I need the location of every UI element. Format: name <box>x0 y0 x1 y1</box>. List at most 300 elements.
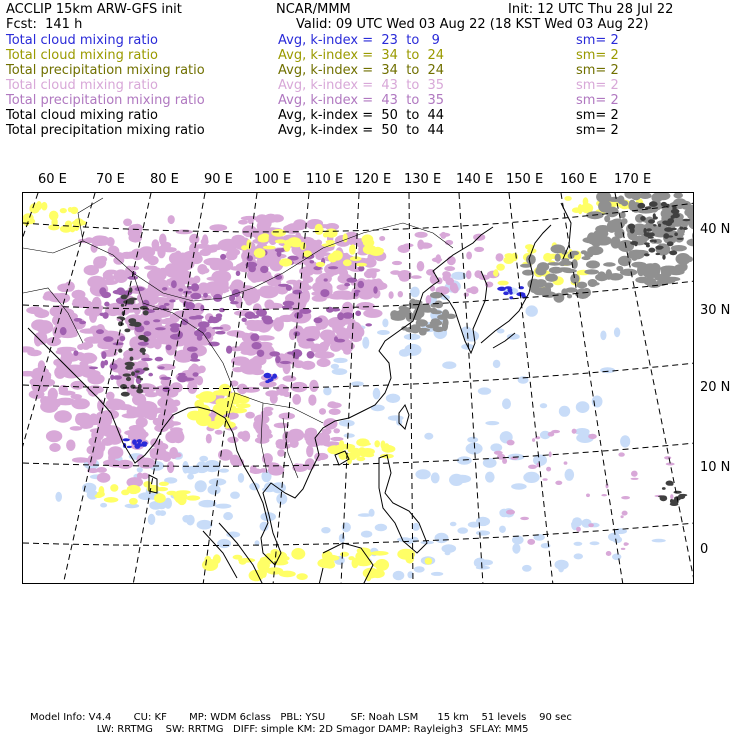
field-name: Total precipitation mixing ratio <box>6 63 205 78</box>
field-shading <box>23 193 694 581</box>
mid-cloud-patch <box>176 490 191 494</box>
high-cloud-patch <box>301 271 310 280</box>
upper-cloud-patch <box>595 273 608 281</box>
upper-precip-patch <box>663 233 669 239</box>
upper-precip-patch <box>143 367 149 370</box>
low-cloud-patch <box>195 480 207 492</box>
high-precip-patch <box>287 352 294 355</box>
high-cloud-patch <box>159 234 167 246</box>
mid-cloud-patch <box>511 253 518 262</box>
high-cloud-patch <box>494 451 503 455</box>
blue-cloud-patch <box>264 373 272 378</box>
low-cloud-patch <box>511 483 527 489</box>
blue-cloud-patch <box>123 438 130 441</box>
low-cloud-patch <box>476 566 490 570</box>
upper-precip-patch <box>653 224 656 226</box>
high-cloud-patch <box>466 252 472 260</box>
low-cloud-patch <box>490 443 502 451</box>
high-cloud-patch <box>399 274 410 281</box>
model-title: ACCLIP 15km ARW-GFS init <box>6 2 182 17</box>
upper-precip-patch <box>648 237 654 239</box>
mid-cloud-patch <box>370 569 385 578</box>
field-sm: sm= 2 <box>576 123 619 138</box>
high-precip-patch <box>219 308 225 312</box>
high-cloud-patch <box>342 269 349 280</box>
high-precip-patch <box>256 309 267 317</box>
mid-cloud-patch <box>49 211 59 221</box>
high-precip-patch <box>170 323 181 327</box>
high-cloud-patch <box>257 433 273 440</box>
mid-cloud-patch <box>543 253 552 262</box>
high-cloud-patch <box>99 420 109 431</box>
low-cloud-patch <box>226 532 240 538</box>
upper-precip-patch <box>646 244 650 247</box>
high-precip-patch <box>148 373 153 377</box>
field-avg: Avg, k-index = 23 to 9 <box>278 33 440 48</box>
high-cloud-patch <box>155 443 168 451</box>
high-precip-patch <box>324 278 328 281</box>
high-precip-patch <box>299 308 311 314</box>
low-cloud-patch <box>412 523 420 531</box>
low-cloud-patch <box>600 367 615 373</box>
high-cloud-patch <box>46 430 62 442</box>
high-precip-patch <box>103 336 113 342</box>
mid-cloud-patch <box>382 445 395 453</box>
upper-precip-patch <box>135 370 140 372</box>
high-precip-patch <box>96 329 104 334</box>
field-row <box>6 48 734 63</box>
low-cloud-patch <box>435 533 449 543</box>
upper-precip-patch <box>674 232 678 236</box>
low-cloud-patch <box>199 456 208 462</box>
high-cloud-patch <box>308 395 316 406</box>
blue-cloud-patch <box>127 446 132 448</box>
high-cloud-patch <box>320 330 336 342</box>
mid-cloud-patch <box>348 556 354 560</box>
high-precip-patch <box>209 316 214 322</box>
high-cloud-patch <box>241 350 253 355</box>
high-precip-patch <box>212 327 224 330</box>
high-cloud-patch <box>398 291 403 297</box>
high-precip-patch <box>101 361 105 369</box>
high-cloud-patch <box>466 288 475 293</box>
high-cloud-patch <box>143 252 153 262</box>
high-precip-patch <box>135 288 140 291</box>
low-cloud-patch <box>463 330 479 341</box>
longitude-label: 140 E <box>456 172 494 187</box>
high-cloud-patch <box>286 280 298 285</box>
high-precip-patch <box>283 301 295 307</box>
low-cloud-patch <box>431 572 443 576</box>
upper-cloud-patch <box>628 200 636 211</box>
low-cloud-patch <box>449 474 464 486</box>
low-cloud-patch <box>238 473 244 483</box>
upper-cloud-patch <box>687 238 695 246</box>
high-cloud-patch <box>99 236 110 246</box>
upper-precip-patch <box>646 228 652 231</box>
high-cloud-patch <box>293 360 305 368</box>
low-cloud-patch <box>620 435 630 447</box>
upper-precip-patch <box>129 323 137 326</box>
high-cloud-patch <box>447 256 456 265</box>
high-precip-patch <box>183 301 189 306</box>
mid-cloud-patch <box>371 551 389 556</box>
upper-cloud-patch <box>537 262 549 271</box>
upper-cloud-patch <box>399 305 408 310</box>
mid-cloud-patch <box>36 201 42 210</box>
high-cloud-patch <box>329 408 341 415</box>
low-cloud-patch <box>493 360 501 368</box>
upper-cloud-patch <box>582 256 591 260</box>
high-cloud-patch <box>398 245 410 253</box>
high-cloud-patch <box>283 375 297 381</box>
high-cloud-patch <box>426 295 432 305</box>
upper-precip-patch <box>130 357 134 361</box>
high-cloud-patch <box>57 347 76 352</box>
upper-cloud-patch <box>526 254 536 264</box>
high-precip-patch <box>220 254 226 260</box>
high-cloud-patch <box>26 307 43 315</box>
high-precip-patch <box>358 266 364 272</box>
high-cloud-patch <box>274 423 289 429</box>
upper-precip-patch <box>645 206 652 209</box>
field-row <box>6 63 734 78</box>
longitude-label: 80 E <box>150 172 179 187</box>
low-cloud-patch <box>476 530 490 535</box>
high-precip-patch <box>365 323 372 326</box>
mid-cloud-patch <box>246 239 251 249</box>
high-cloud-patch <box>279 413 295 420</box>
high-precip-patch <box>155 357 163 362</box>
map-canvas <box>23 193 694 584</box>
high-cloud-patch <box>319 342 329 352</box>
high-cloud-patch <box>215 430 223 435</box>
upper-precip-patch <box>121 392 130 397</box>
latitude-label: 10 N <box>700 460 731 475</box>
low-cloud-patch <box>592 396 603 408</box>
high-cloud-patch <box>440 232 446 239</box>
high-cloud-patch <box>175 251 182 261</box>
field-avg: Avg, k-index = 34 to 24 <box>278 48 445 63</box>
low-cloud-patch <box>321 527 330 533</box>
mid-cloud-patch <box>356 263 367 267</box>
high-cloud-patch <box>254 414 270 424</box>
low-cloud-patch <box>424 433 433 440</box>
upper-precip-patch <box>644 253 650 256</box>
upper-cloud-patch <box>535 279 547 287</box>
low-cloud-patch <box>614 327 620 337</box>
upper-cloud-patch <box>631 262 646 268</box>
upper-precip-patch <box>136 389 143 394</box>
mid-cloud-patch <box>356 438 369 446</box>
blue-cloud-patch <box>138 440 141 445</box>
latitude-label: 0 <box>700 542 709 557</box>
high-cloud-patch <box>187 381 197 394</box>
upper-precip-patch <box>682 219 690 221</box>
upper-precip-patch <box>679 226 683 230</box>
init-time: Init: 12 UTC Thu 28 Jul 22 <box>508 2 674 17</box>
high-precip-patch <box>177 331 183 338</box>
low-cloud-patch <box>526 305 538 316</box>
mid-cloud-patch <box>236 403 251 408</box>
high-precip-patch <box>265 319 273 322</box>
mid-cloud-patch <box>121 490 129 496</box>
high-precip-patch <box>355 311 361 317</box>
upper-precip-patch <box>143 310 149 315</box>
high-cloud-patch <box>379 236 385 241</box>
high-cloud-patch <box>254 362 262 371</box>
low-cloud-patch <box>215 504 231 509</box>
high-cloud-patch <box>124 430 139 436</box>
high-cloud-patch <box>250 274 258 283</box>
mid-cloud-patch <box>238 558 255 563</box>
upper-cloud-patch <box>557 267 571 271</box>
high-cloud-patch <box>189 234 199 244</box>
high-cloud-patch <box>417 261 425 271</box>
upper-cloud-patch <box>446 314 456 319</box>
low-cloud-patch <box>415 469 430 479</box>
high-cloud-patch <box>496 253 504 261</box>
high-cloud-patch <box>96 467 107 473</box>
high-cloud-patch <box>464 293 469 297</box>
upper-precip-patch <box>658 495 667 497</box>
mid-cloud-patch <box>279 258 292 266</box>
upper-cloud-patch <box>635 277 650 284</box>
high-cloud-patch <box>444 266 455 271</box>
field-sm: sm= 2 <box>576 78 619 93</box>
high-cloud-patch <box>622 511 628 516</box>
high-cloud-patch <box>158 268 170 276</box>
high-cloud-patch <box>84 418 93 423</box>
field-sm: sm= 2 <box>576 93 619 108</box>
mid-cloud-patch <box>363 239 374 247</box>
high-cloud-patch <box>621 515 624 518</box>
low-cloud-patch <box>377 330 390 335</box>
high-precip-patch <box>245 312 256 319</box>
high-cloud-patch <box>75 413 84 425</box>
high-cloud-patch <box>366 268 380 272</box>
upper-precip-patch <box>649 248 656 253</box>
high-cloud-patch <box>120 252 134 259</box>
mid-cloud-patch <box>196 394 205 399</box>
upper-precip-patch <box>140 348 146 353</box>
low-cloud-patch <box>219 469 229 473</box>
low-cloud-patch <box>404 334 421 340</box>
upper-precip-patch <box>670 482 674 486</box>
mid-cloud-patch <box>99 486 105 496</box>
high-precip-patch <box>277 250 282 257</box>
high-cloud-patch <box>292 394 301 405</box>
high-cloud-patch <box>176 230 193 235</box>
mid-cloud-patch <box>177 496 186 506</box>
upper-precip-patch <box>120 384 127 389</box>
high-precip-patch <box>226 346 232 354</box>
upper-precip-patch <box>653 213 656 218</box>
high-precip-patch <box>193 372 199 377</box>
upper-cloud-patch <box>426 324 439 328</box>
low-cloud-patch <box>442 361 456 369</box>
low-cloud-patch <box>613 536 623 543</box>
high-cloud-patch <box>43 294 53 300</box>
mid-cloud-patch <box>326 240 335 244</box>
upper-cloud-patch <box>639 193 652 199</box>
high-cloud-patch <box>506 510 515 515</box>
high-cloud-patch <box>549 451 552 457</box>
low-cloud-patch <box>55 492 62 502</box>
upper-precip-patch <box>658 224 662 227</box>
high-precip-patch <box>73 350 78 356</box>
high-cloud-patch <box>664 456 671 459</box>
high-cloud-patch <box>180 270 192 280</box>
high-cloud-patch <box>417 240 424 250</box>
mid-cloud-patch <box>493 269 498 277</box>
low-cloud-patch <box>217 539 231 548</box>
upper-cloud-patch <box>674 264 687 271</box>
upper-precip-patch <box>677 238 684 240</box>
high-cloud-patch <box>319 408 326 415</box>
high-cloud-patch <box>520 517 529 520</box>
mid-cloud-patch <box>316 262 325 267</box>
high-cloud-patch <box>196 376 203 386</box>
high-precip-patch <box>307 351 315 359</box>
high-cloud-patch <box>389 291 394 299</box>
upper-precip-patch <box>683 227 688 230</box>
mid-cloud-patch <box>205 556 212 562</box>
high-precip-patch <box>113 342 124 345</box>
high-cloud-patch <box>245 412 255 419</box>
field-row <box>6 33 734 48</box>
mid-cloud-patch <box>216 398 228 405</box>
high-cloud-patch <box>198 282 210 294</box>
high-cloud-patch <box>543 478 548 481</box>
high-cloud-patch <box>91 243 98 253</box>
upper-precip-patch <box>142 352 145 355</box>
low-cloud-patch <box>565 469 575 481</box>
longitude-label: 100 E <box>254 172 292 187</box>
low-cloud-patch <box>361 531 372 538</box>
field-row <box>6 93 734 108</box>
mid-cloud-patch <box>317 558 334 568</box>
high-cloud-patch <box>227 437 238 443</box>
upper-precip-patch <box>662 221 669 225</box>
upper-cloud-patch <box>410 324 421 333</box>
low-cloud-patch <box>331 364 339 369</box>
upper-cloud-patch <box>631 255 637 261</box>
longitude-label: 170 E <box>614 172 652 187</box>
longitude-label: 130 E <box>404 172 442 187</box>
high-cloud-patch <box>152 239 160 249</box>
high-cloud-patch <box>260 286 275 292</box>
high-precip-patch <box>230 301 239 304</box>
mid-cloud-patch <box>425 558 432 565</box>
low-cloud-patch <box>590 541 600 545</box>
high-precip-patch <box>328 266 338 269</box>
high-cloud-patch <box>300 222 309 227</box>
field-avg: Avg, k-index = 43 to 35 <box>278 78 445 93</box>
longitude-label: 60 E <box>38 172 67 187</box>
high-precip-patch <box>110 363 118 369</box>
high-cloud-patch <box>245 297 253 305</box>
high-cloud-patch <box>93 256 106 268</box>
upper-cloud-patch <box>621 200 628 206</box>
upper-cloud-patch <box>686 256 693 262</box>
high-precip-patch <box>183 378 194 381</box>
high-cloud-patch <box>306 435 323 447</box>
high-precip-patch <box>314 317 323 323</box>
low-cloud-patch <box>612 554 621 561</box>
upper-precip-patch <box>124 329 130 333</box>
high-cloud-patch <box>167 461 174 473</box>
blue-cloud-patch <box>508 288 513 293</box>
high-cloud-patch <box>277 449 285 456</box>
upper-precip-patch <box>118 349 122 353</box>
high-cloud-patch <box>90 413 97 419</box>
upper-precip-patch <box>117 316 125 318</box>
high-precip-patch <box>310 260 315 263</box>
high-precip-patch <box>191 293 202 300</box>
field-avg: Avg, k-index = 43 to 35 <box>278 93 445 108</box>
low-cloud-patch <box>230 492 240 499</box>
high-cloud-patch <box>206 434 212 444</box>
mid-cloud-patch <box>373 562 388 567</box>
high-precip-patch <box>160 377 171 380</box>
high-precip-patch <box>99 287 106 295</box>
high-cloud-patch <box>336 330 356 337</box>
high-precip-patch <box>260 266 268 273</box>
high-cloud-patch <box>576 527 581 532</box>
field-name: Total cloud mixing ratio <box>6 108 159 123</box>
field-row <box>6 78 734 93</box>
upper-precip-patch <box>129 287 133 292</box>
high-cloud-patch <box>242 225 257 237</box>
high-precip-patch <box>113 375 122 380</box>
longitude-label: 70 E <box>96 172 125 187</box>
high-cloud-patch <box>174 453 182 458</box>
high-precip-patch <box>208 342 220 347</box>
upper-precip-patch <box>674 491 682 494</box>
upper-cloud-patch <box>607 220 617 233</box>
upper-cloud-patch <box>673 193 683 198</box>
upper-cloud-patch <box>545 274 558 282</box>
high-precip-patch <box>158 366 165 369</box>
low-cloud-patch <box>457 456 472 465</box>
low-cloud-patch <box>522 565 532 572</box>
high-cloud-patch <box>101 438 113 446</box>
high-precip-patch <box>162 287 167 291</box>
high-cloud-patch <box>55 398 75 406</box>
high-cloud-patch <box>328 401 337 406</box>
low-cloud-patch <box>485 421 499 425</box>
low-cloud-patch <box>559 406 570 417</box>
high-cloud-patch <box>54 410 72 422</box>
high-precip-patch <box>373 286 377 293</box>
field-row <box>6 123 734 138</box>
high-precip-patch <box>162 387 170 393</box>
high-precip-patch <box>104 302 109 307</box>
field-name: Total cloud mixing ratio <box>6 78 159 93</box>
high-cloud-patch <box>343 349 351 355</box>
high-cloud-patch <box>363 258 376 268</box>
high-cloud-patch <box>81 370 100 379</box>
low-cloud-patch <box>148 514 156 525</box>
high-precip-patch <box>138 342 149 346</box>
low-cloud-patch <box>523 472 539 483</box>
blue-cloud-patch <box>509 296 513 299</box>
low-cloud-patch <box>187 474 194 480</box>
upper-precip-patch <box>664 227 673 232</box>
low-cloud-patch <box>382 319 388 328</box>
mid-cloud-patch <box>129 498 138 505</box>
